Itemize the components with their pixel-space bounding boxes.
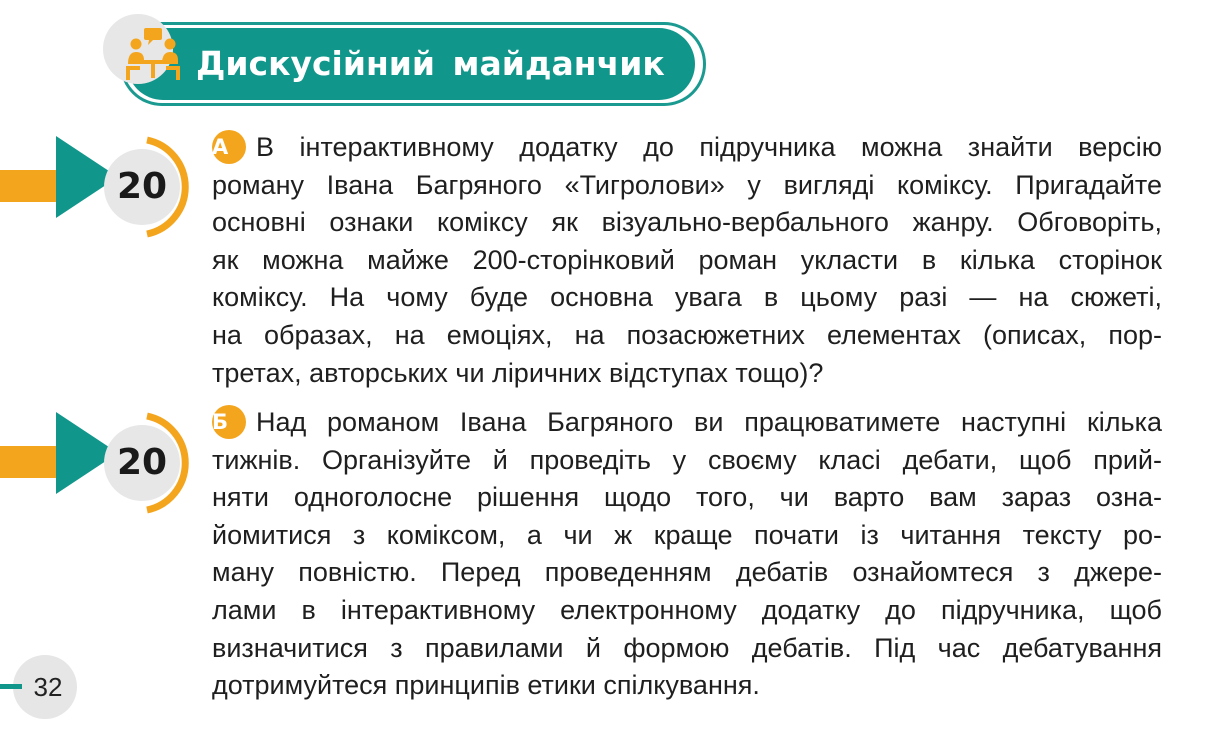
- task-line: тижнів. Організуйте й проведіть у своєму класі дебати, щоб прий-: [212, 444, 1162, 475]
- task-line: коміксу. На чому буде основна увага в цьому разі — на сюжеті,: [212, 282, 1162, 313]
- task-text: Над романом Івана Багряного ви працюватимете наступні кілька: [256, 407, 1162, 437]
- task-a: [212, 129, 1162, 392]
- task-line: ману повністю. Перед проведенням дебатів ознайомтеся з джере-: [212, 557, 1162, 588]
- time-badge-task-a: [0, 132, 200, 242]
- task-marker: Б: [212, 405, 246, 439]
- task-line: як можна майже 200-сторінковий роман укласти в кілька сторінок: [212, 244, 1162, 275]
- task-line: дотримуйтеся принципів етики спілкування.: [212, 670, 760, 701]
- task-line: на образах, на емоціях, на позасюжетних елементах (описах, пор-: [212, 319, 1162, 350]
- task-line: роману Івана Багряного «Тигролови» у вигляді коміксу. Пригадайте: [212, 169, 1162, 200]
- task-line: [212, 404, 1162, 442]
- task-line: визначитися з правилами й формою дебатів. Під час дебатування: [212, 632, 1162, 663]
- task-line: третах, авторських чи ліричних відступах тощо)?: [212, 357, 824, 388]
- task-line: основні ознаки коміксу як візуально-вербального жанру. Обговоріть,: [212, 207, 1162, 238]
- page-number: 32: [33, 672, 63, 702]
- time-badge-task-b: [0, 408, 200, 518]
- task-b: [212, 404, 1162, 705]
- discussion-people-icon: [124, 26, 182, 82]
- task-line: йомитися з коміксом, а чи ж краще почати із читання тексту ро-: [212, 519, 1162, 550]
- time-minutes: 20: [116, 442, 168, 483]
- task-marker: А: [212, 130, 246, 164]
- task-line: лами в інтерактивному електронному додатку до підручника, щоб: [212, 594, 1162, 625]
- task-line: няти одноголосне рішення щодо того, чи варто вам зараз озна-: [212, 482, 1162, 513]
- task-line: [212, 129, 1162, 167]
- time-minutes: 20: [116, 166, 168, 207]
- section-title: Дискусійний майданчик: [196, 44, 665, 83]
- task-text: В інтерактивному додатку до підручника можна знайти версію: [256, 132, 1162, 162]
